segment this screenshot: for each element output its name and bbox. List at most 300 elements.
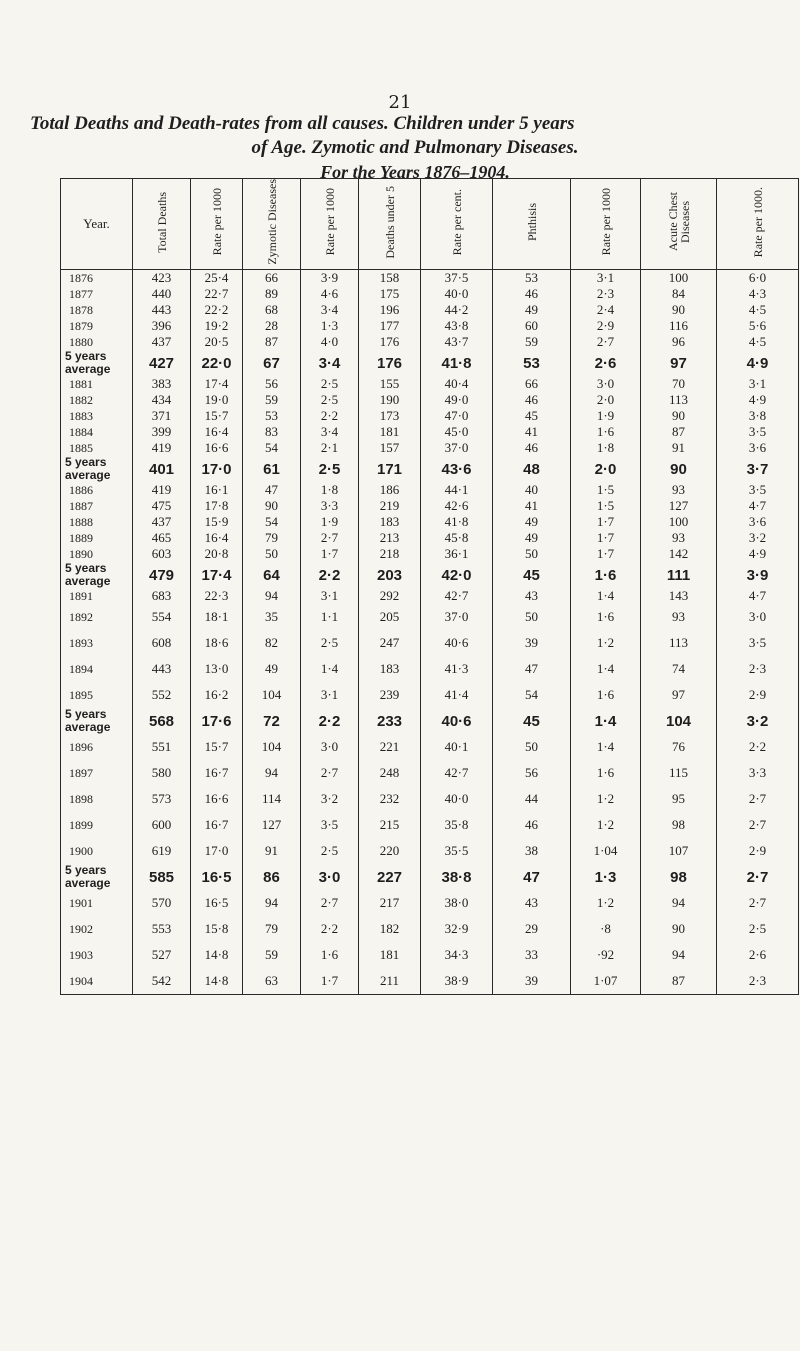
table-cell: 94 <box>641 890 717 916</box>
average-label-line-2: average <box>65 876 111 890</box>
year-cell: 1895 <box>61 682 133 708</box>
average-cell: 2·2 <box>301 708 359 734</box>
table-cell: 13·0 <box>191 656 243 682</box>
average-cell: 48 <box>493 456 571 482</box>
table-cell: 40·0 <box>421 786 493 812</box>
table-cell: 42·7 <box>421 588 493 604</box>
table-cell: 113 <box>641 630 717 656</box>
table-cell: 1·7 <box>301 968 359 995</box>
table-cell: 2·7 <box>717 890 799 916</box>
average-cell: 176 <box>359 350 421 376</box>
table-cell: 44·1 <box>421 482 493 498</box>
table-cell: 553 <box>133 916 191 942</box>
table-cell: 3·5 <box>717 630 799 656</box>
table-cell: 3·1 <box>571 270 641 287</box>
column-header-label: Zymotic Diseases <box>264 179 279 265</box>
table-cell: 22·2 <box>191 302 243 318</box>
table-cell: 44 <box>493 786 571 812</box>
table-cell: 3·0 <box>301 734 359 760</box>
table-cell: 4·6 <box>301 286 359 302</box>
year-cell: 1880 <box>61 334 133 350</box>
average-cell: 233 <box>359 708 421 734</box>
table-cell: 20·5 <box>191 334 243 350</box>
table-cell: 45 <box>493 408 571 424</box>
table-cell: 40·0 <box>421 286 493 302</box>
table-cell: 437 <box>133 334 191 350</box>
table-cell: 18·6 <box>191 630 243 656</box>
average-cell: 17·6 <box>191 708 243 734</box>
average-row <box>61 562 799 588</box>
table-cell: 41 <box>493 424 571 440</box>
header-row <box>61 179 799 270</box>
table-cell: ·8 <box>571 916 641 942</box>
table-cell: 527 <box>133 942 191 968</box>
average-cell: 3·4 <box>301 350 359 376</box>
table-cell: 50 <box>493 546 571 562</box>
table-row <box>61 498 799 514</box>
table-cell: 205 <box>359 604 421 630</box>
table-cell: 4·5 <box>717 334 799 350</box>
table-cell: 50 <box>493 734 571 760</box>
table-cell: 3·9 <box>301 270 359 287</box>
table-cell: 1·9 <box>571 408 641 424</box>
column-header <box>493 179 571 270</box>
table-cell: 211 <box>359 968 421 995</box>
table-cell: 90 <box>641 916 717 942</box>
table-cell: 542 <box>133 968 191 995</box>
table-row <box>61 588 799 604</box>
year-cell: 1879 <box>61 318 133 334</box>
table-cell: 3·5 <box>301 812 359 838</box>
column-header <box>133 179 191 270</box>
table-cell: 40 <box>493 482 571 498</box>
table-cell: 221 <box>359 734 421 760</box>
table-cell: 38·0 <box>421 890 493 916</box>
average-label-line-1: 5 years <box>65 707 107 721</box>
table-cell: 1·4 <box>301 656 359 682</box>
table-cell: 1·2 <box>571 630 641 656</box>
table-cell: 603 <box>133 546 191 562</box>
table-cell: 3·1 <box>301 588 359 604</box>
table-cell: 213 <box>359 530 421 546</box>
table-cell: 87 <box>641 968 717 995</box>
average-label-line-1: 5 years <box>65 863 107 877</box>
year-cell: 1897 <box>61 760 133 786</box>
average-cell: 3·0 <box>301 864 359 890</box>
year-cell: 1888 <box>61 514 133 530</box>
table-cell: 1·6 <box>301 942 359 968</box>
table-cell: 2·0 <box>571 392 641 408</box>
average-row <box>61 350 799 376</box>
table-cell: 41·3 <box>421 656 493 682</box>
table-cell: 247 <box>359 630 421 656</box>
table-cell: 104 <box>243 682 301 708</box>
table-cell: 22·3 <box>191 588 243 604</box>
table-cell: 46 <box>493 440 571 456</box>
table-cell: 440 <box>133 286 191 302</box>
table-cell: 177 <box>359 318 421 334</box>
table-cell: ·92 <box>571 942 641 968</box>
table-cell: 97 <box>641 682 717 708</box>
column-header-label: Rate per 1000 <box>598 188 613 256</box>
average-cell: 17·4 <box>191 562 243 588</box>
column-header <box>571 179 641 270</box>
table-cell: 1·7 <box>571 530 641 546</box>
average-cell: 98 <box>641 864 717 890</box>
table-cell: 28 <box>243 318 301 334</box>
table-cell: 4·9 <box>717 546 799 562</box>
year-cell: 1903 <box>61 942 133 968</box>
table-cell: 43 <box>493 588 571 604</box>
table-cell: 39 <box>493 630 571 656</box>
table-cell: 59 <box>493 334 571 350</box>
year-cell: 1898 <box>61 786 133 812</box>
table-cell: 94 <box>243 760 301 786</box>
year-cell: 1892 <box>61 604 133 630</box>
table-cell: 2·6 <box>717 942 799 968</box>
table-cell: 3·5 <box>717 424 799 440</box>
table-cell: 20·8 <box>191 546 243 562</box>
table-cell: 49 <box>493 514 571 530</box>
table-cell: 40·1 <box>421 734 493 760</box>
table-cell: 181 <box>359 424 421 440</box>
table-cell: 16·6 <box>191 440 243 456</box>
table-cell: 14·8 <box>191 942 243 968</box>
table-cell: 1·8 <box>571 440 641 456</box>
table-cell: 40·4 <box>421 376 493 392</box>
year-cell: 1902 <box>61 916 133 942</box>
table-cell: 38·9 <box>421 968 493 995</box>
table-cell: 79 <box>243 916 301 942</box>
table-cell: 399 <box>133 424 191 440</box>
table-cell: 3·1 <box>301 682 359 708</box>
average-cell: 104 <box>641 708 717 734</box>
table-cell: 16·2 <box>191 682 243 708</box>
table-cell: 190 <box>359 392 421 408</box>
table-row <box>61 392 799 408</box>
table-cell: 600 <box>133 812 191 838</box>
table-cell: 1·2 <box>571 890 641 916</box>
table-cell: 90 <box>243 498 301 514</box>
table-cell: 60 <box>493 318 571 334</box>
table-row <box>61 760 799 786</box>
table-cell: 248 <box>359 760 421 786</box>
average-cell: 3·2 <box>717 708 799 734</box>
average-label-line-2: average <box>65 468 111 482</box>
average-label <box>61 350 133 376</box>
table-cell: 35·8 <box>421 812 493 838</box>
table-cell: 1·6 <box>571 682 641 708</box>
table-cell: 2·5 <box>301 630 359 656</box>
table-cell: 19·2 <box>191 318 243 334</box>
table-cell: 45·0 <box>421 424 493 440</box>
table-cell: 47 <box>493 656 571 682</box>
column-header-label: Rate per 1000 <box>209 188 224 256</box>
table-cell: 2·5 <box>301 838 359 864</box>
table-cell: 47 <box>243 482 301 498</box>
table-cell: 2·1 <box>301 440 359 456</box>
table-cell: 465 <box>133 530 191 546</box>
table-cell: 3·2 <box>301 786 359 812</box>
table-cell: 186 <box>359 482 421 498</box>
average-cell: 43·6 <box>421 456 493 482</box>
table-cell: 215 <box>359 812 421 838</box>
average-label-line-2: average <box>65 574 111 588</box>
average-cell: 3·7 <box>717 456 799 482</box>
average-label-line-1: 5 years <box>65 561 107 575</box>
table-cell: 3·2 <box>717 530 799 546</box>
table-cell: 104 <box>243 734 301 760</box>
table-cell: 83 <box>243 424 301 440</box>
average-label <box>61 456 133 482</box>
table-cell: 219 <box>359 498 421 514</box>
table-cell: 1·2 <box>571 786 641 812</box>
table-cell: 95 <box>641 786 717 812</box>
table-cell: 176 <box>359 334 421 350</box>
table-cell: 34·3 <box>421 942 493 968</box>
table-cell: 53 <box>493 270 571 287</box>
table-cell: 19·0 <box>191 392 243 408</box>
average-cell: 67 <box>243 350 301 376</box>
table-cell: 93 <box>641 604 717 630</box>
year-cell: 1883 <box>61 408 133 424</box>
table-cell: 42·7 <box>421 760 493 786</box>
table-cell: 4·7 <box>717 588 799 604</box>
table-title <box>30 112 800 184</box>
average-label <box>61 562 133 588</box>
table-cell: 1·7 <box>571 546 641 562</box>
column-header <box>641 179 717 270</box>
table-cell: 79 <box>243 530 301 546</box>
table-row <box>61 890 799 916</box>
average-cell: 203 <box>359 562 421 588</box>
table-cell: 87 <box>243 334 301 350</box>
average-cell: 1·4 <box>571 708 641 734</box>
average-label-line-2: average <box>65 720 111 734</box>
table-cell: 42·6 <box>421 498 493 514</box>
table-cell: 619 <box>133 838 191 864</box>
table-cell: 46 <box>493 392 571 408</box>
table-cell: 419 <box>133 440 191 456</box>
table-cell: 76 <box>641 734 717 760</box>
table-cell: 175 <box>359 286 421 302</box>
table-cell: 16·4 <box>191 530 243 546</box>
average-cell: 2·6 <box>571 350 641 376</box>
table-cell: 218 <box>359 546 421 562</box>
table-cell: 573 <box>133 786 191 812</box>
table-cell: 93 <box>641 530 717 546</box>
table-cell: 98 <box>641 812 717 838</box>
column-header <box>243 179 301 270</box>
table-cell: 419 <box>133 482 191 498</box>
column-header-label: Phthisis <box>524 202 539 241</box>
column-header <box>301 179 359 270</box>
table-cell: 4·7 <box>717 498 799 514</box>
table-row <box>61 916 799 942</box>
average-cell: 2·5 <box>301 456 359 482</box>
table-row <box>61 286 799 302</box>
table-cell: 50 <box>493 604 571 630</box>
average-cell: 4·9 <box>717 350 799 376</box>
table-cell: 96 <box>641 334 717 350</box>
table-cell: 49 <box>493 302 571 318</box>
table-cell: 38 <box>493 838 571 864</box>
table-cell: 2·7 <box>717 786 799 812</box>
average-label-line-2: average <box>65 362 111 376</box>
table-cell: 94 <box>243 588 301 604</box>
table-cell: 41·4 <box>421 682 493 708</box>
year-cell: 1900 <box>61 838 133 864</box>
table-cell: 6·0 <box>717 270 799 287</box>
table-row <box>61 514 799 530</box>
table-cell: 1·4 <box>571 734 641 760</box>
table-row <box>61 482 799 498</box>
table-cell: 49·0 <box>421 392 493 408</box>
year-cell: 1887 <box>61 498 133 514</box>
year-cell: 1876 <box>61 270 133 287</box>
table-cell: 43 <box>493 890 571 916</box>
table-cell: 3·0 <box>717 604 799 630</box>
table-cell: 2·3 <box>571 286 641 302</box>
year-cell: 1881 <box>61 376 133 392</box>
table-cell: 1·2 <box>571 812 641 838</box>
table-row <box>61 546 799 562</box>
table-cell: 59 <box>243 942 301 968</box>
table-cell: 2·3 <box>717 656 799 682</box>
average-cell: 72 <box>243 708 301 734</box>
table-cell: 16·6 <box>191 786 243 812</box>
table-row <box>61 630 799 656</box>
table-cell: 3·6 <box>717 440 799 456</box>
table-cell: 217 <box>359 890 421 916</box>
table-cell: 196 <box>359 302 421 318</box>
table-cell: 49 <box>493 530 571 546</box>
year-cell: 1901 <box>61 890 133 916</box>
year-cell: 1891 <box>61 588 133 604</box>
table-cell: 2·7 <box>301 890 359 916</box>
table-row <box>61 656 799 682</box>
table-cell: 17·8 <box>191 498 243 514</box>
table-cell: 15·7 <box>191 408 243 424</box>
table-cell: 383 <box>133 376 191 392</box>
table-cell: 1·7 <box>571 514 641 530</box>
average-cell: 1·3 <box>571 864 641 890</box>
table-row <box>61 424 799 440</box>
column-header: Year. <box>61 179 133 270</box>
table-cell: 32·9 <box>421 916 493 942</box>
average-label-line-1: 5 years <box>65 349 107 363</box>
table-cell: 4·3 <box>717 286 799 302</box>
table-cell: 1·04 <box>571 838 641 864</box>
table-cell: 1·6 <box>571 604 641 630</box>
table-cell: 183 <box>359 514 421 530</box>
table-row <box>61 604 799 630</box>
table-cell: 3·8 <box>717 408 799 424</box>
table-cell: 35 <box>243 604 301 630</box>
year-cell: 1878 <box>61 302 133 318</box>
table-cell: 396 <box>133 318 191 334</box>
year-cell: 1904 <box>61 968 133 995</box>
year-cell: 1899 <box>61 812 133 838</box>
table-cell: 68 <box>243 302 301 318</box>
table-cell: 16·5 <box>191 890 243 916</box>
table-cell: 4·0 <box>301 334 359 350</box>
table-cell: 3·1 <box>717 376 799 392</box>
average-cell: 45 <box>493 562 571 588</box>
table-cell: 18·1 <box>191 604 243 630</box>
table-cell: 434 <box>133 392 191 408</box>
table-cell: 107 <box>641 838 717 864</box>
table-cell: 2·7 <box>301 760 359 786</box>
table-cell: 2·5 <box>717 916 799 942</box>
table-cell: 239 <box>359 682 421 708</box>
table-cell: 70 <box>641 376 717 392</box>
table-cell: 45·8 <box>421 530 493 546</box>
table-row <box>61 812 799 838</box>
table-row <box>61 786 799 812</box>
table-cell: 4·9 <box>717 392 799 408</box>
average-cell: 97 <box>641 350 717 376</box>
table-cell: 114 <box>243 786 301 812</box>
table-row <box>61 408 799 424</box>
column-header <box>359 179 421 270</box>
table-cell: 2·3 <box>717 968 799 995</box>
year-cell: 1890 <box>61 546 133 562</box>
table-cell: 74 <box>641 656 717 682</box>
table-cell: 3·3 <box>717 760 799 786</box>
average-cell: 38·8 <box>421 864 493 890</box>
average-cell: 90 <box>641 456 717 482</box>
table-cell: 22·7 <box>191 286 243 302</box>
table-cell: 90 <box>641 302 717 318</box>
table-cell: 43·8 <box>421 318 493 334</box>
table-cell: 1·7 <box>301 546 359 562</box>
table-row <box>61 734 799 760</box>
table-cell: 35·5 <box>421 838 493 864</box>
table-cell: 1·4 <box>571 588 641 604</box>
table-cell: 91 <box>243 838 301 864</box>
table-cell: 56 <box>243 376 301 392</box>
table-cell: 100 <box>641 270 717 287</box>
column-header <box>717 179 799 270</box>
table-cell: 100 <box>641 514 717 530</box>
table-cell: 158 <box>359 270 421 287</box>
table-cell: 127 <box>243 812 301 838</box>
average-cell: 2·0 <box>571 456 641 482</box>
table-row <box>61 440 799 456</box>
table-cell: 2·7 <box>571 334 641 350</box>
column-header-label: Rate per cent. <box>449 188 464 256</box>
year-cell: 1893 <box>61 630 133 656</box>
table-cell: 570 <box>133 890 191 916</box>
average-cell: 64 <box>243 562 301 588</box>
table-cell: 437 <box>133 514 191 530</box>
table-cell: 2·7 <box>717 812 799 838</box>
table-cell: 2·2 <box>301 408 359 424</box>
table-cell: 2·9 <box>717 682 799 708</box>
table-cell: 423 <box>133 270 191 287</box>
table-cell: 16·7 <box>191 760 243 786</box>
table-cell: 46 <box>493 286 571 302</box>
table-cell: 49 <box>243 656 301 682</box>
table-cell: 113 <box>641 392 717 408</box>
average-label <box>61 864 133 890</box>
year-cell: 1889 <box>61 530 133 546</box>
table-cell: 63 <box>243 968 301 995</box>
table-cell: 82 <box>243 630 301 656</box>
table-cell: 551 <box>133 734 191 760</box>
title-line-3: For the Years 1876–1904. <box>320 162 510 182</box>
